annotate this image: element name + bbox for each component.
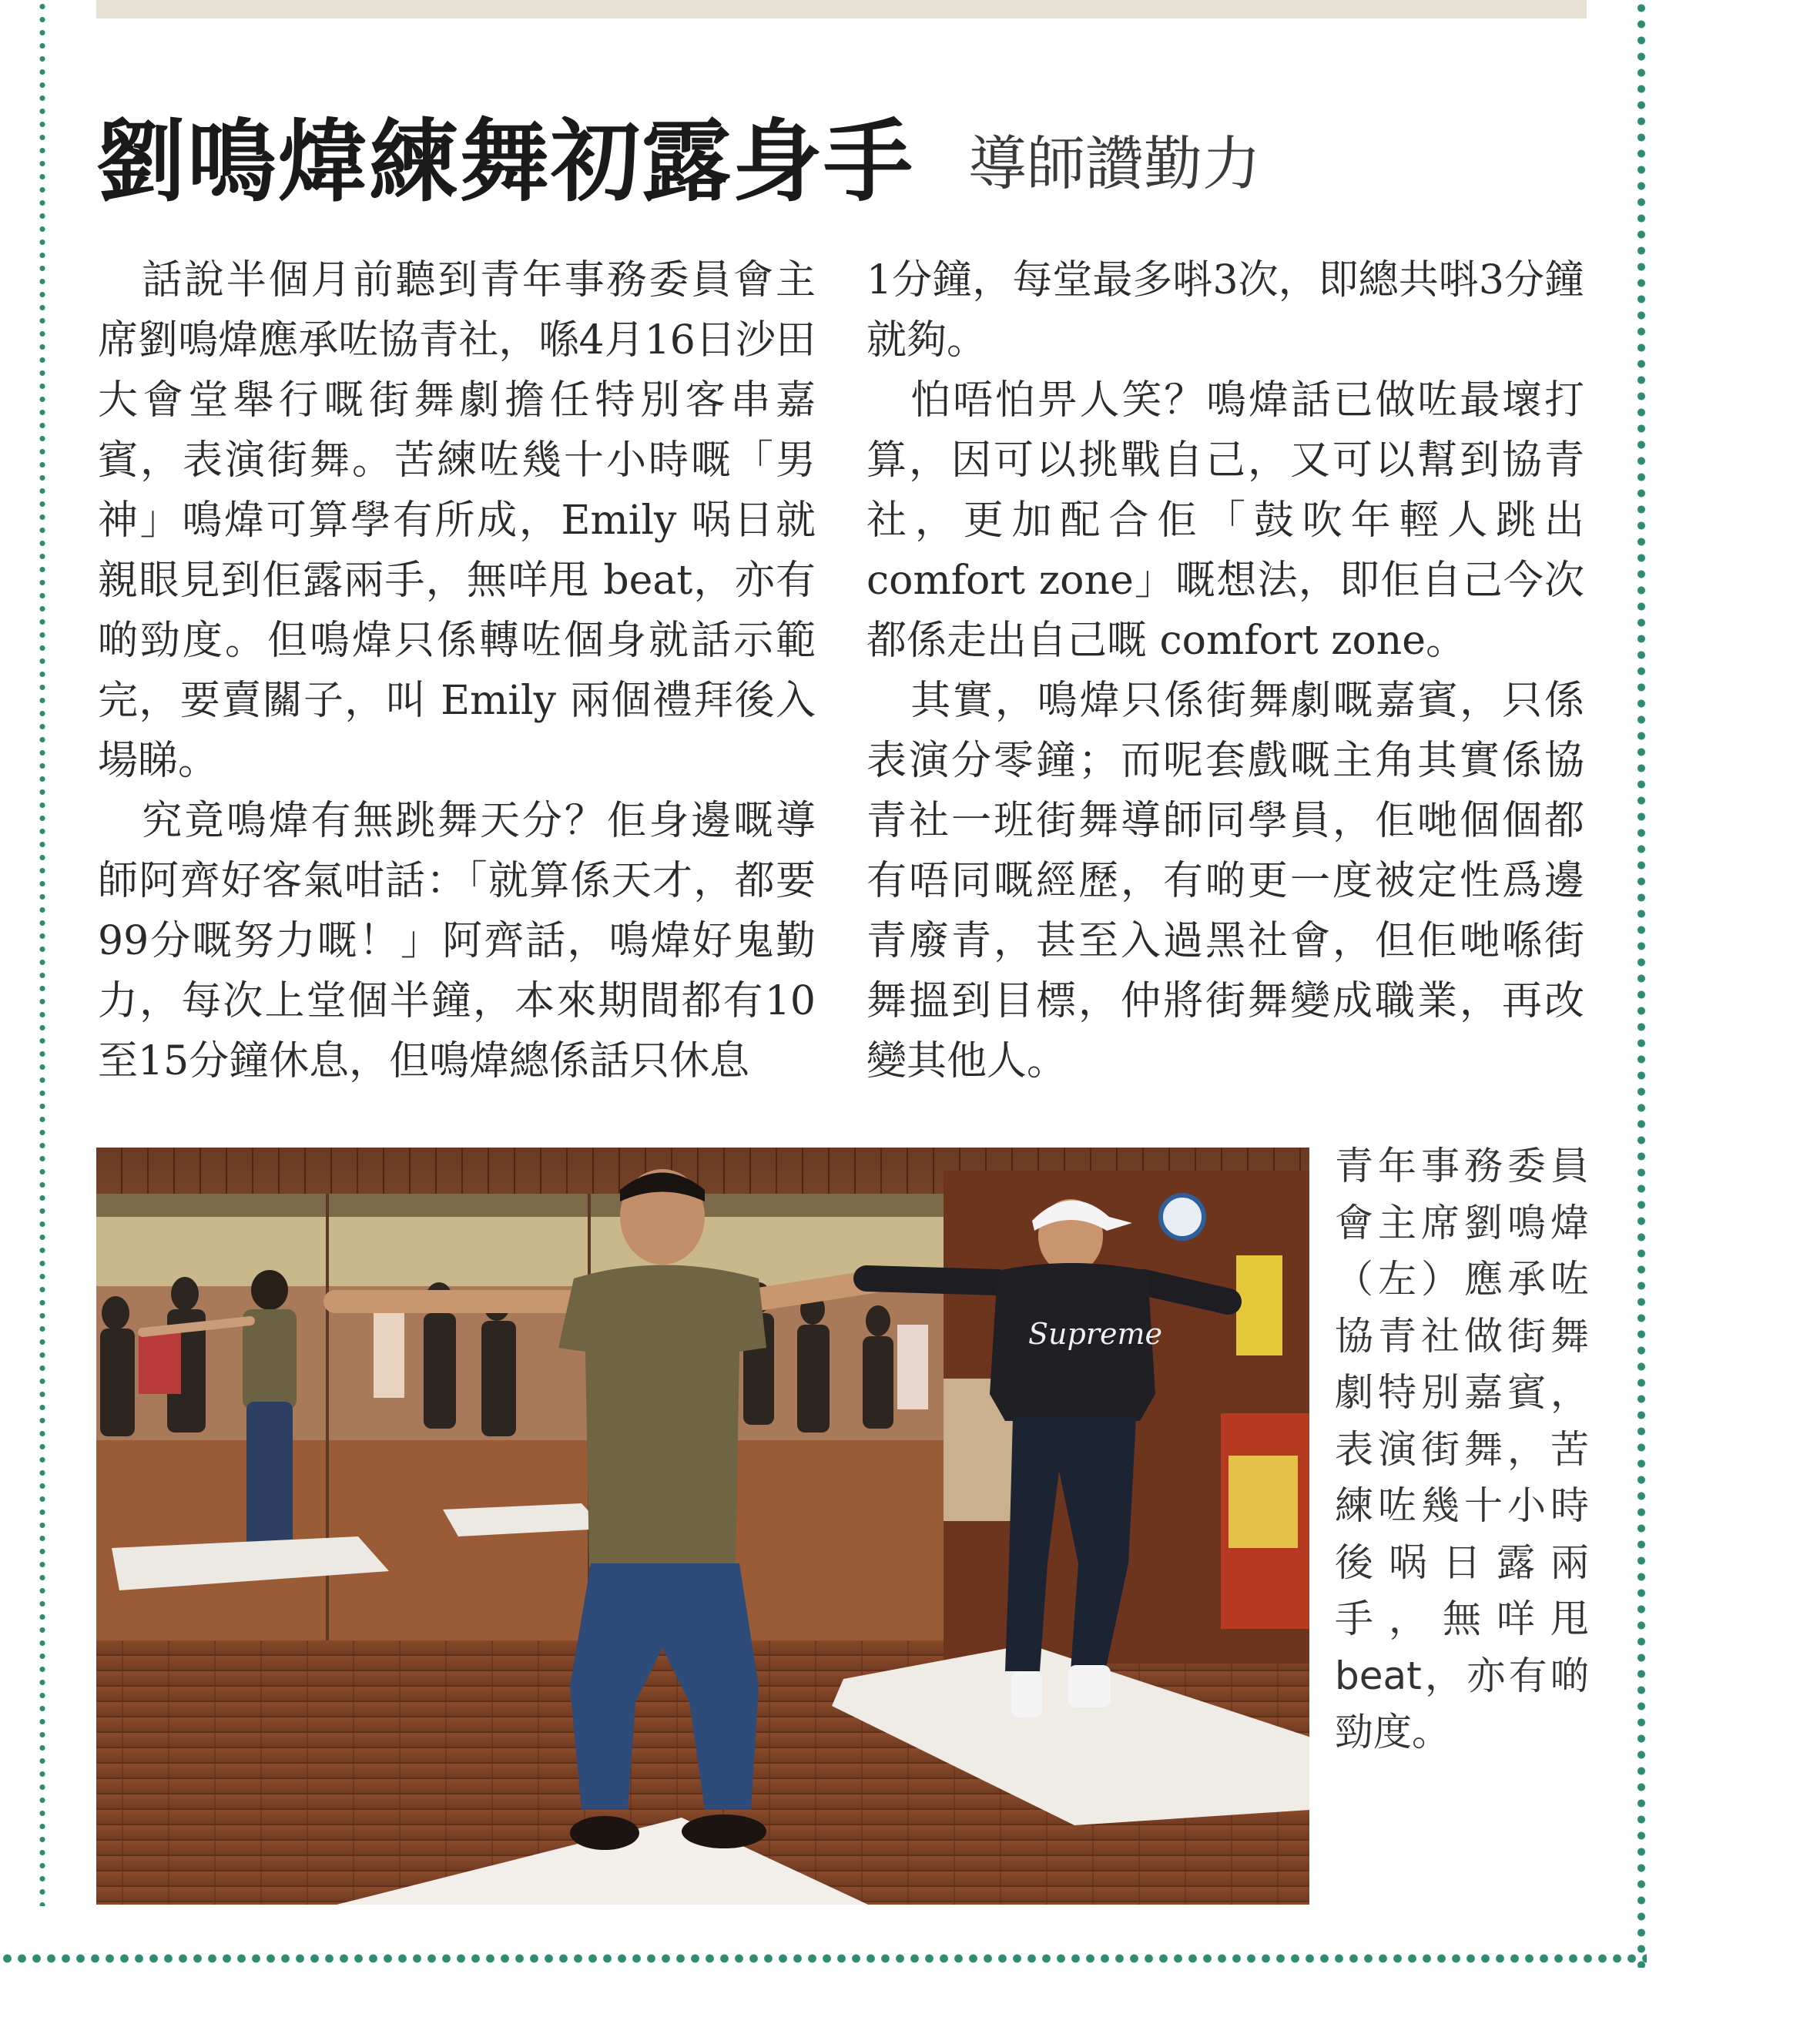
dotted-border-right [1636, 0, 1647, 1968]
headline-main: 劉鳴煒練舞初露身手 [96, 109, 914, 214]
paragraph-3: 怕唔怕畀人笑？鳴煒話已做咗最壞打算，因可以挑戰自己，又可以幫到協青社，更加配合佢「鼓吹年輕人跳出 comfort zone」嘅想法，即佢自己今次都係走出自己嘅 comfort zone。 [866, 377, 1584, 664]
paragraph-2: 究竟鳴煒有無跳舞天分？佢身邊嘅導師阿齊好客氣咁話：「就算係天才，都要99分嘅努力嘅！」阿齊話，鳴煒好鬼勤力，每次上堂個半鐘，本來期間都有10至15分鐘休息，但鳴煒總係話只休息 [98, 798, 816, 1084]
dotted-border-left [39, 0, 46, 1906]
article-column-right [866, 250, 1584, 1091]
dotted-border-bottom [0, 1952, 1647, 1965]
headline [96, 100, 1261, 214]
paragraph-1: 話說半個月前聽到青年事務委員會主席劉鳴煒應承咗協青社，喺4月16日沙田大會堂舉行嘅街舞劇擔任特別客串嘉賓，表演街舞。苦練咗幾十小時嘅「男神」鳴煒可算學有所成，Emily 㖞日就親眼見到佢露兩手，無咩甩 beat，亦有啲勁度。但鳴煒只係轉咗個身就話示範完，要賣關子，叫 Emily 兩個禮拜後入場睇。 [98, 257, 816, 784]
headline-sub: 導師讚勤力 [968, 129, 1261, 198]
paragraph-4: 其實，鳴煒只係街舞劇嘅嘉賓，只係表演分零鐘；而呢套戲嘅主角其實係協青社一班街舞導師同學員，佢哋個個都有唔同嘅經歷，有啲更一度被定性爲邊青廢青，甚至入過黑社會，但佢哋喺街舞搵到目標，仲將街舞變成職業，再改變其他人。 [866, 678, 1584, 1084]
article-column-left [98, 250, 816, 1091]
paragraph-2-continued: 1分鐘，每堂最多唞3次，即總共唞3分鐘就夠。 [866, 257, 1584, 364]
photo-caption: 青年事務委員會主席劉鳴煒（左）應承咗協青社做街舞劇特別嘉賓，表演街舞，苦練咗幾十小時後㖞日露兩手，無咩甩 beat，亦有啲勁度。 [1335, 1144, 1589, 1754]
shirt-logo-text: Supreme [1028, 1317, 1163, 1351]
top-band [96, 0, 1587, 18]
dance-practice-photo [96, 1148, 1309, 1905]
